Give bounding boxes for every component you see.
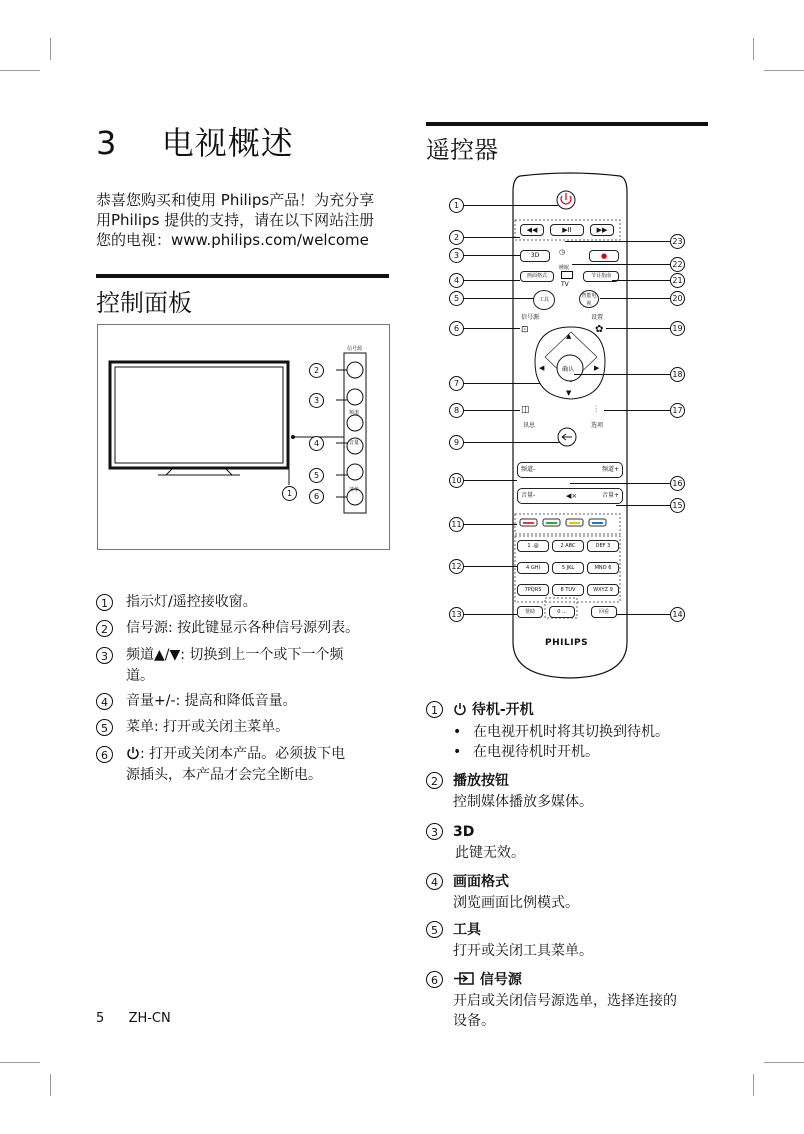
item-number: 1 — [96, 594, 113, 611]
item-number: 1 — [426, 701, 443, 718]
callout-line — [462, 614, 517, 615]
callout-line — [616, 614, 670, 615]
remote-callout: 3 — [449, 248, 464, 263]
panel-item — [96, 745, 396, 787]
tv-label: TV — [561, 281, 569, 288]
item-text: 菜单: 打开或关闭主菜单。 — [126, 719, 290, 735]
intro-line: 您的电视：www.philips.com/welcome — [96, 231, 369, 249]
power-icon — [453, 702, 467, 716]
key-5[interactable]: 5 JKL — [552, 562, 584, 574]
source-icon[interactable]: ⊡ — [521, 325, 529, 335]
item-desc: 设备。 — [453, 1013, 495, 1029]
key-1[interactable]: 1 .@ — [517, 540, 549, 552]
item-text: 指示灯/遥控接收窗。 — [126, 594, 257, 610]
intro-line: 用Philips 提供的支持，请在以下网站注册 — [96, 211, 375, 229]
item-title: 播放按钮 — [453, 773, 509, 789]
panel-callout: 3 — [309, 393, 324, 408]
intro-paragraph — [96, 190, 396, 250]
remote-callout: 8 — [449, 403, 464, 418]
remote-callout: 15 — [670, 498, 685, 513]
channel-rocker[interactable] — [517, 462, 623, 478]
crop-mark — [764, 1062, 804, 1063]
sleep-label: 睡眠 — [559, 265, 570, 271]
page-footer — [96, 1011, 171, 1026]
remote-callout: 23 — [670, 234, 685, 249]
remote-callout: 21 — [670, 273, 685, 288]
crop-mark — [753, 1074, 754, 1096]
key-8[interactable]: 8 TUV — [552, 584, 584, 596]
record-button[interactable]: ● — [589, 250, 619, 262]
mute-icon[interactable]: ◀× — [566, 492, 578, 500]
callout-line — [604, 410, 670, 411]
tv-illustration — [98, 325, 389, 549]
ch-plus-label[interactable]: 频道+ — [601, 466, 619, 473]
philips-logo: PHILIPS — [545, 638, 589, 648]
callout-line — [600, 298, 670, 299]
remote-desc-item — [426, 822, 716, 861]
remote-callout: 14 — [670, 607, 685, 622]
callout-line — [462, 383, 540, 384]
ch-minus-label[interactable]: 频道- — [521, 466, 536, 473]
control-panel-figure — [97, 324, 390, 550]
options-icon[interactable]: ⫶ — [595, 405, 598, 415]
crop-mark — [0, 70, 40, 71]
key-6[interactable]: MNO 6 — [587, 562, 619, 574]
item-desc: 打开或关闭工具菜单。 — [453, 943, 593, 959]
remote-callout: 16 — [670, 476, 685, 491]
remote-callout: 9 — [449, 435, 464, 450]
3d-button[interactable]: 3D — [520, 250, 550, 262]
ok-button[interactable]: 确认 — [562, 366, 575, 373]
callout-line — [462, 298, 534, 299]
item-number: 5 — [426, 921, 443, 938]
item-text: 音量+/-: 提高和降低音量。 — [126, 693, 297, 709]
vol-minus-label[interactable]: 音量- — [521, 492, 536, 499]
callout-line — [462, 524, 517, 525]
item-title: 画面格式 — [453, 874, 509, 890]
item-text: 频道▲/▼: 切换到上一个或下一个频 — [126, 647, 344, 663]
remote-callout: 17 — [670, 403, 685, 418]
crop-mark — [50, 38, 51, 60]
down-arrow-icon[interactable]: ▼ — [566, 389, 572, 397]
up-arrow-icon[interactable]: ▲ — [566, 332, 572, 340]
volume-rocker[interactable] — [517, 488, 623, 504]
remote-callout: 11 — [449, 517, 464, 532]
callout-line — [462, 255, 520, 256]
page-number: 5 — [96, 1011, 105, 1026]
remote-desc-item — [426, 771, 716, 810]
callout-line — [565, 241, 670, 242]
panel-callout: 4 — [309, 436, 324, 451]
remote-callout: 20 — [670, 291, 685, 306]
bullet-text: 在电视开机时将其切换到待机。 — [473, 724, 669, 740]
bullet: • 在电视开机时将其切换到待机。 — [453, 724, 669, 740]
crop-mark — [50, 1074, 51, 1096]
remote-callout: 13 — [449, 607, 464, 622]
right-arrow-icon[interactable]: ▶ — [594, 364, 600, 372]
source-icon — [453, 972, 475, 986]
remote-desc-item — [426, 920, 716, 959]
control-panel-heading: 控制面板 — [96, 289, 192, 317]
panel-callout: 6 — [309, 489, 324, 504]
settings-gear-icon[interactable]: ✿ — [595, 324, 604, 335]
key-7[interactable]: 7PQRS — [517, 584, 549, 596]
panel-item — [96, 718, 396, 739]
remote-callout: 22 — [670, 257, 685, 272]
panel-item — [96, 692, 396, 713]
play-pause-button[interactable]: ▶II — [550, 224, 584, 236]
chapter-number: 3 — [96, 124, 118, 162]
panel-label: 信号源 — [347, 346, 363, 352]
panel-callout: 1 — [282, 486, 297, 501]
item-number: 4 — [426, 873, 443, 890]
key-3[interactable]: DEF 3 — [587, 540, 619, 552]
callout-line — [572, 264, 670, 265]
item-number: 6 — [96, 746, 113, 763]
callout-line — [612, 280, 670, 281]
bullet: • 在电视待机时开机。 — [453, 744, 599, 760]
forward-button[interactable]: ▶▶ — [590, 224, 614, 236]
remote-desc-item — [426, 872, 716, 911]
intro-line: 恭喜您购买和使用 Philips产品！为充分享 — [96, 191, 375, 209]
picture-format-button[interactable]: 画面格式 — [520, 271, 554, 282]
help-button[interactable]: 帮助 — [517, 606, 543, 618]
item-text: : 打开或关闭本产品。必须拔下电 — [140, 746, 346, 762]
callout-line — [570, 483, 670, 484]
section-rule — [96, 274, 389, 278]
panel-callout: 5 — [309, 468, 324, 483]
section-rule — [426, 122, 708, 126]
crop-mark — [764, 70, 804, 71]
item-number: 5 — [96, 719, 113, 736]
item-number: 4 — [96, 693, 113, 710]
remote-illustration — [445, 172, 695, 682]
callout-line — [462, 410, 520, 411]
remote-callout: 12 — [449, 559, 464, 574]
panel-item — [96, 646, 396, 688]
item-number: 3 — [96, 647, 113, 664]
sleep-icon: ◷ — [559, 248, 566, 256]
crop-mark — [0, 1062, 40, 1063]
back-button[interactable]: 回看 — [591, 606, 617, 618]
guide-button[interactable]: 节目指南 — [583, 271, 619, 282]
rewind-button[interactable]: ◀◀ — [520, 224, 544, 236]
key-2[interactable]: 2 ABC — [552, 540, 584, 552]
source-label: 信号源 — [521, 314, 540, 321]
tv-icon[interactable] — [561, 271, 573, 279]
item-desc: 开启或关闭信号源选单，选择连接的 — [453, 993, 677, 1009]
callout-line — [462, 566, 517, 567]
callout-line — [462, 328, 520, 329]
item-desc: 控制媒体播放多媒体。 — [453, 794, 593, 810]
item-number: 3 — [426, 823, 443, 840]
item-text: 信号源: 按此键显示各种信号源列表。 — [126, 620, 360, 636]
tools-button[interactable]: 工具 — [533, 290, 555, 310]
item-text: 源插头，本产品才会完全断电。 — [126, 767, 322, 783]
item-number: 2 — [96, 620, 113, 637]
callout-line — [462, 280, 520, 281]
chapter-title — [96, 118, 294, 164]
item-text: 道。 — [126, 668, 154, 684]
power-icon — [126, 746, 140, 760]
item-desc: 此键无效。 — [455, 845, 525, 861]
info-icon[interactable]: ◫ — [521, 405, 530, 415]
remote-heading: 遥控器 — [426, 136, 498, 164]
remote-callout: 18 — [670, 367, 685, 382]
language-code: ZH-CN — [128, 1011, 171, 1026]
panel-label: 菜单 — [349, 487, 360, 493]
info-label: 讯息 — [523, 422, 536, 429]
item-title: 工具 — [453, 922, 481, 938]
panel-item — [96, 619, 396, 640]
remote-callout: 1 — [449, 198, 464, 213]
bullet-text: 在电视待机时开机。 — [473, 744, 599, 760]
remote-callout: 6 — [449, 321, 464, 336]
panel-item — [96, 593, 396, 614]
left-arrow-icon[interactable]: ◀ — [539, 364, 545, 372]
item-number: 2 — [426, 772, 443, 789]
callout-line — [606, 328, 670, 329]
remote-callout: 10 — [449, 473, 464, 488]
remote-callout: 2 — [449, 230, 464, 245]
remote-callout: 5 — [449, 291, 464, 306]
remote-desc-item — [426, 700, 716, 762]
options-label: 选项 — [591, 422, 604, 429]
setup-label: 设置 — [591, 314, 604, 321]
callout-line — [462, 237, 520, 238]
item-title: 待机-开机 — [471, 702, 534, 718]
item-desc: 浏览画面比例模式。 — [453, 895, 579, 911]
smart-tv-button[interactable]: 智能电视 — [579, 290, 599, 308]
callout-line — [462, 205, 558, 206]
panel-label: 音量 — [349, 440, 360, 446]
item-title: 3D — [453, 824, 475, 840]
crop-mark — [753, 38, 754, 60]
chapter-title-text: 电视概述 — [161, 124, 294, 162]
key-4[interactable]: 4 GHI — [517, 562, 549, 574]
callout-line — [462, 480, 517, 481]
panel-callout: 2 — [309, 363, 324, 378]
key-0[interactable]: 0 ... — [549, 606, 575, 618]
callout-line — [574, 374, 670, 375]
remote-desc-item — [426, 970, 716, 1029]
remote-callout: 7 — [449, 376, 464, 391]
key-9[interactable]: WXYZ 9 — [587, 584, 619, 596]
remote-callout: 19 — [670, 321, 685, 336]
item-title: 信号源 — [479, 972, 522, 988]
callout-line — [616, 505, 670, 506]
vol-plus-label[interactable]: 音量+ — [601, 492, 619, 499]
remote-callout: 4 — [449, 273, 464, 288]
callout-line — [462, 442, 560, 443]
panel-label: 频道 — [349, 410, 360, 416]
item-number: 6 — [426, 971, 443, 988]
